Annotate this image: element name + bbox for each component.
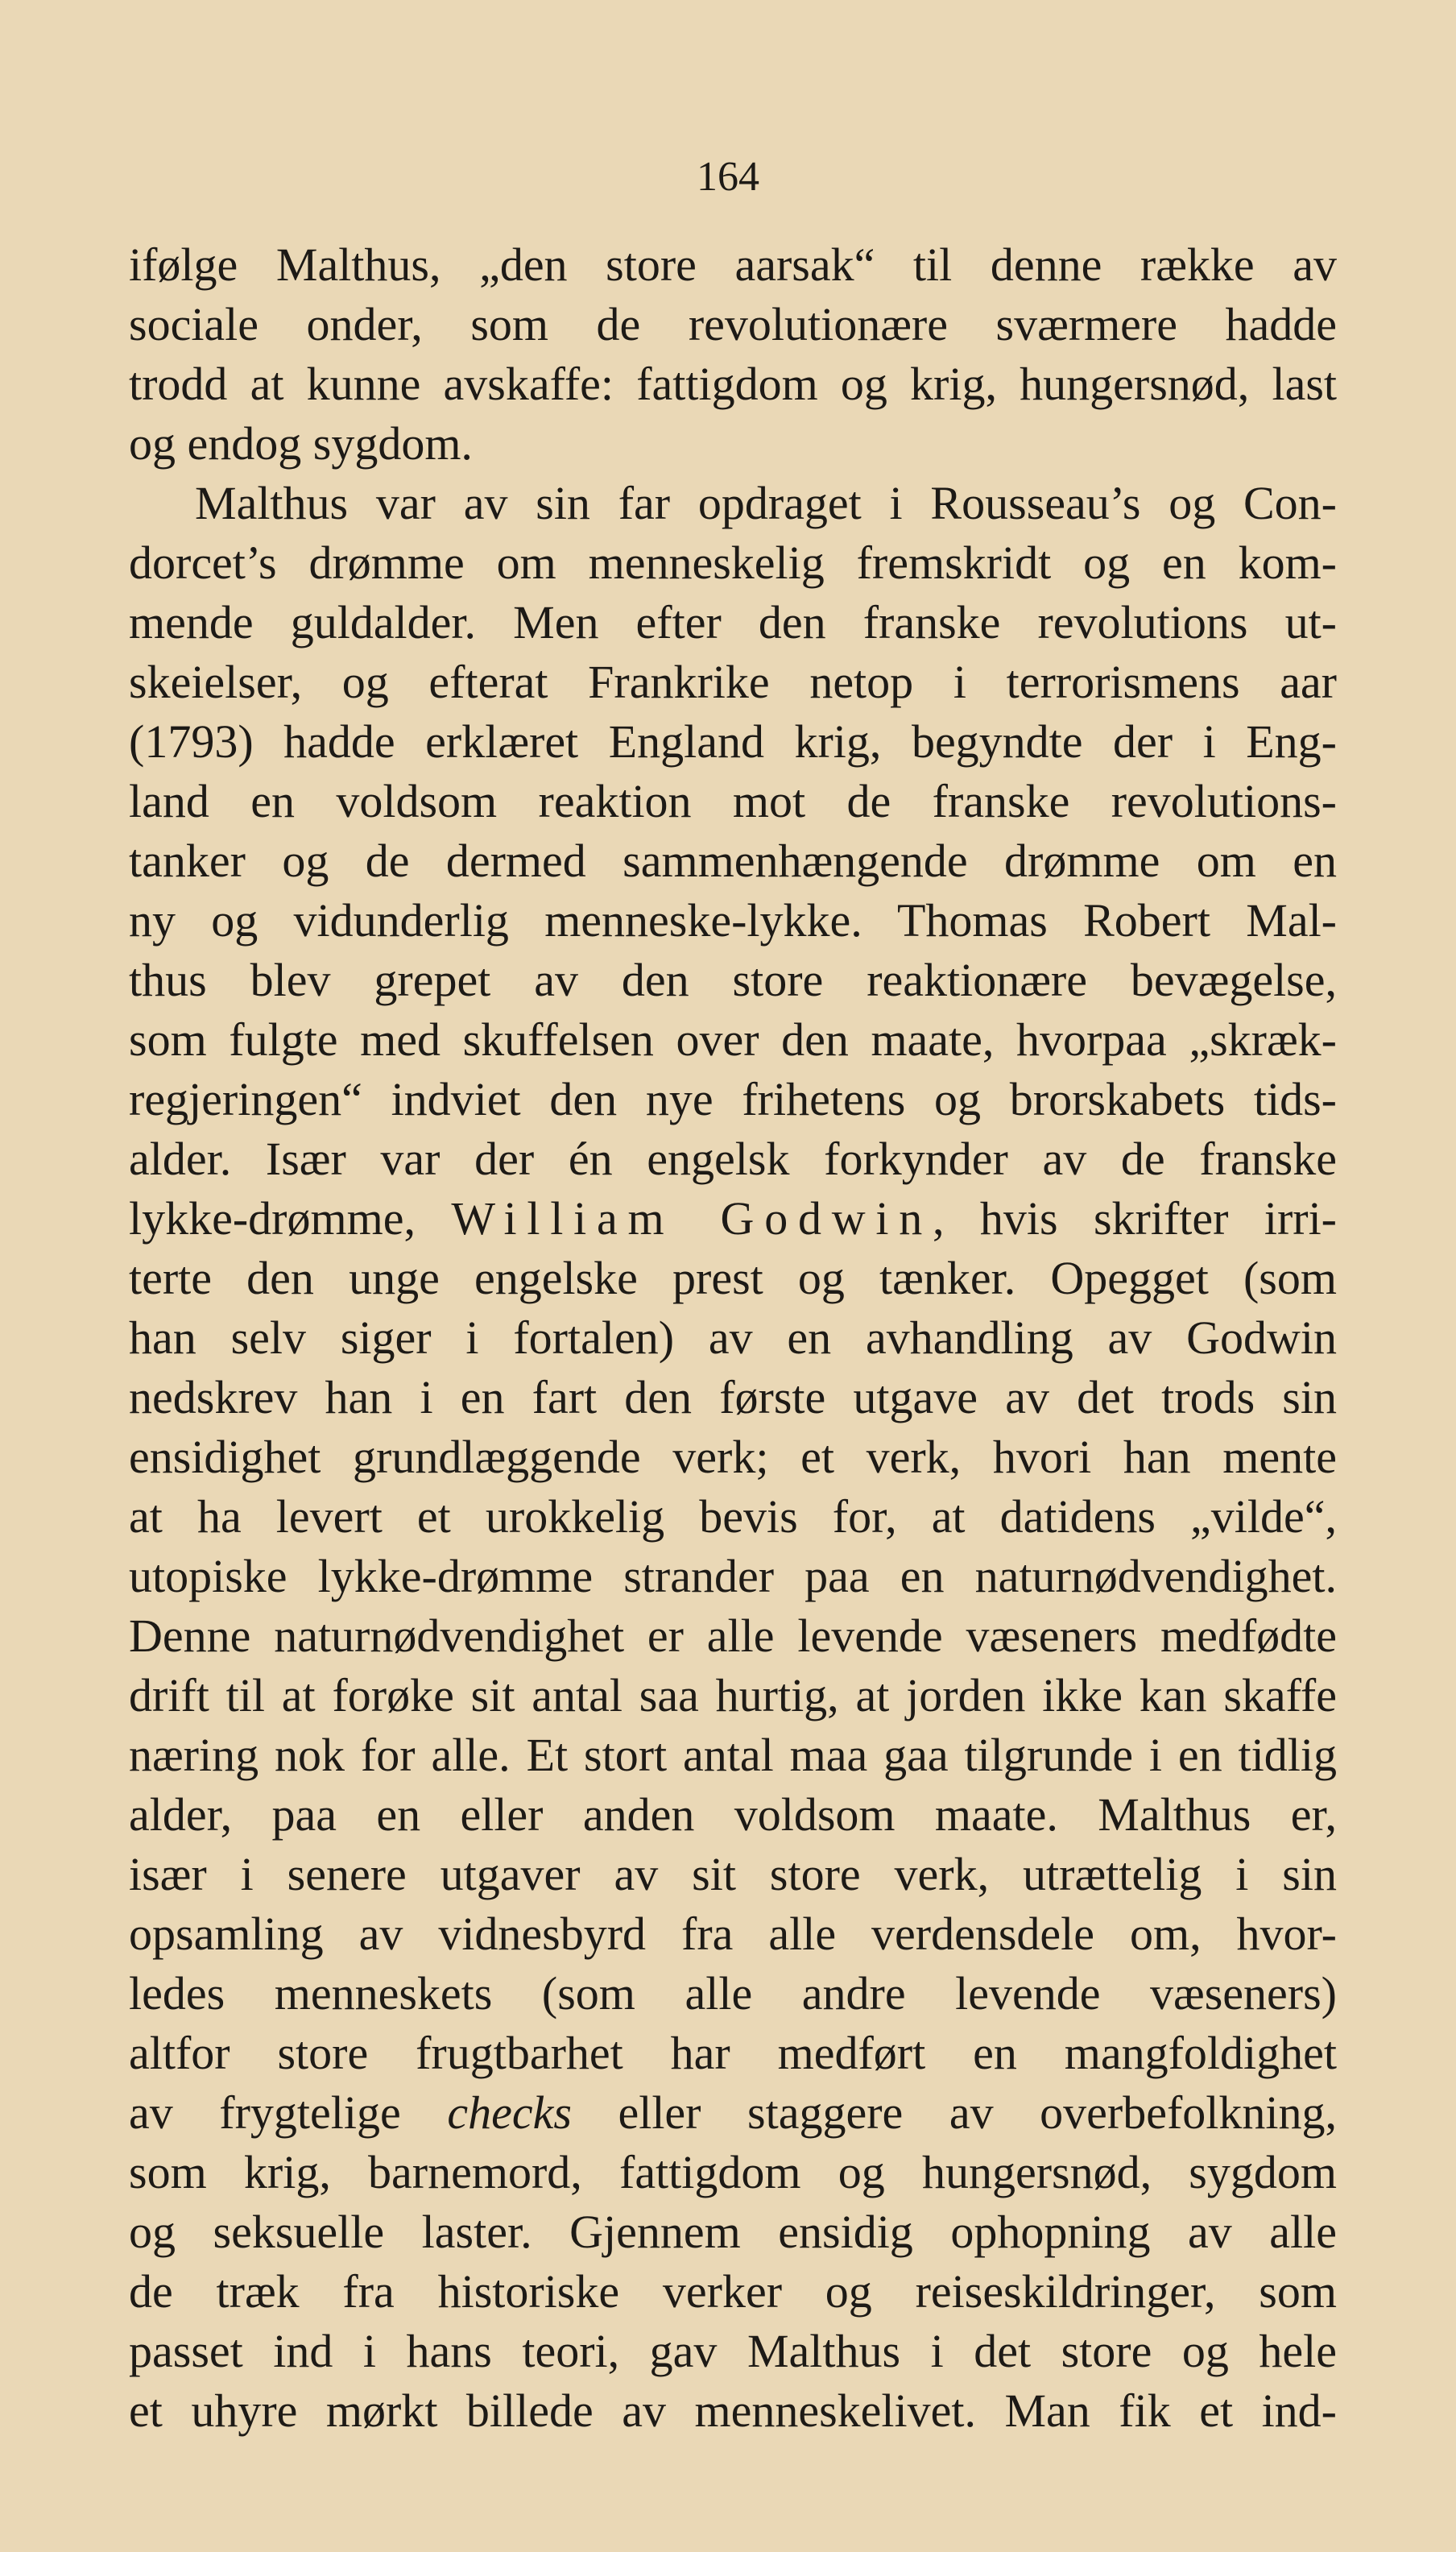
- text-line: som krig, barnemord, fattigdom og hungersnød, sygdom: [129, 2146, 1337, 2198]
- text-line: utopiske lykke-drømme strander paa en naturnødvendighet.: [129, 1550, 1337, 1602]
- text-line: (1793) hadde erklæret England krig, begyndte der i Eng-: [129, 715, 1337, 768]
- text-line: næring nok for alle. Et stort antal maa gaa tilgrunde i en tidlig: [129, 1729, 1337, 1781]
- text-line: altfor store frugtbarhet har medført en mangfoldighet: [129, 2027, 1337, 2079]
- text-line: sociale onder, som de revolutionære sværmere hadde: [129, 298, 1337, 350]
- text-line: dorcet’s drømme om menneskelig fremskridt og en kom-: [129, 536, 1337, 589]
- text-run: eller staggere av overbefolkning,: [571, 2086, 1337, 2139]
- spaced-name: William Godwin: [451, 1192, 933, 1245]
- text-line: ny og vidunderlig menneske-lykke. Thomas Robert Mal-: [129, 894, 1337, 947]
- text-line: tanker og de dermed sammenhængende drømme om en: [129, 835, 1337, 887]
- text-line: [129, 1189, 1337, 1249]
- text-line: nedskrev han i en fart den første utgave av det trods sin: [129, 1371, 1337, 1423]
- text-line: alder, paa en eller anden voldsom maate. Malthus er,: [129, 1788, 1337, 1841]
- text-line: [129, 2083, 1337, 2143]
- text-line: trodd at kunne avskaffe: fattigdom og krig, hungersnød, last: [129, 358, 1337, 410]
- italic-term: checks: [447, 2086, 572, 2139]
- text-line: mende guldalder. Men efter den franske revolutions ut-: [129, 596, 1337, 648]
- text-line: et uhyre mørkt billede av menneskelivet. Man fik et ind-: [129, 2384, 1337, 2437]
- text-line: de træk fra historiske verker og reiseskildringer, som: [129, 2265, 1337, 2318]
- text-line: ensidighet grundlæggende verk; et verk, hvori han mente: [129, 1431, 1337, 1483]
- text-run: lykke-drømme,: [129, 1192, 452, 1245]
- text-line: land en voldsom reaktion mot de franske revolutions-: [129, 775, 1337, 827]
- text-line: passet ind i hans teori, gav Malthus i det store og hele: [129, 2325, 1337, 2377]
- page-number: 164: [697, 154, 759, 200]
- text-line: ledes menneskets (som alle andre levende væseners): [129, 1967, 1337, 2020]
- text-line: ifølge Malthus, „den store aarsak“ til denne række av: [129, 238, 1337, 291]
- text-line: drift til at forøke sit antal saa hurtig, at jorden ikke kan skaffe: [129, 1669, 1337, 1721]
- text-line: og seksuelle laster. Gjennem ensidig ophopning av alle: [129, 2206, 1337, 2258]
- text-line: thus blev grepet av den store reaktionære bevægelse,: [129, 954, 1337, 1006]
- text-run: , hvis skrifter irri-: [933, 1192, 1337, 1245]
- text-line: at ha levert et urokkelig bevis for, at datidens „vilde“,: [129, 1490, 1337, 1543]
- text-run: av frygtelige: [129, 2086, 448, 2139]
- text-line: skeielser, og efterat Frankrike netop i terrorismens aar: [129, 656, 1337, 708]
- text-line: som fulgte med skuffelsen over den maate, hvorpaa „skræk-: [129, 1013, 1337, 1066]
- text-line: Denne naturnødvendighet er alle levende væseners medfødte: [129, 1610, 1337, 1662]
- text-line: han selv siger i fortalen) av en avhandling av Godwin: [129, 1311, 1337, 1364]
- text-line: alder. Især var der én engelsk forkynder av de franske: [129, 1133, 1337, 1185]
- body-text: [129, 235, 1337, 2441]
- text-line: terte den unge engelske prest og tænker. Opegget (som: [129, 1252, 1337, 1304]
- paragraph-first-line: Malthus var av sin far opdraget i Rousseau’s og Con-: [195, 477, 1337, 529]
- text-line: regjeringen“ indviet den nye frihetens og brorskabets tids-: [129, 1073, 1337, 1125]
- text-line: og endog sygdom.: [129, 417, 473, 470]
- text-line: især i senere utgaver av sit store verk, utrættelig i sin: [129, 1848, 1337, 1900]
- text-line: opsamling av vidnesbyrd fra alle verdensdele om, hvor-: [129, 1908, 1337, 1960]
